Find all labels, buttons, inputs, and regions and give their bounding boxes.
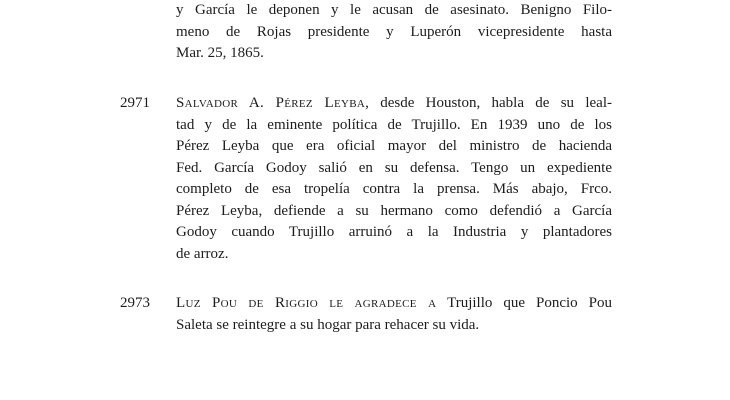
text-line: Fed. García Godoy salió en su defensa. Tengo un expediente bbox=[176, 159, 612, 176]
text-fragment: , desde Houston, habla de su leal- bbox=[365, 95, 612, 111]
entry-text bbox=[176, 93, 612, 265]
entry-text bbox=[176, 293, 612, 336]
text-line: Godoy cuando Trujillo arruinó a la Industria y plantadores bbox=[176, 224, 612, 240]
entry-2973 bbox=[120, 293, 612, 336]
text-line: de arroz. bbox=[176, 245, 229, 262]
text-line: Pérez Leyba que era oficial mayor del ministro de hacienda bbox=[176, 138, 612, 154]
entry-name: Luz Pou de Riggio le agradece a bbox=[176, 295, 437, 311]
text-line bbox=[176, 93, 612, 115]
text-line bbox=[176, 293, 612, 315]
text-line: meno de Rojas presidente y Luperón vicepresidente hasta bbox=[176, 23, 612, 40]
entry-number: 2973 bbox=[120, 295, 150, 311]
text-fragment: Trujillo que Poncio Pou bbox=[436, 295, 612, 311]
continued-paragraph bbox=[176, 0, 612, 65]
text-line: y García le deponen y le acusan de asesinato. Benigno Filo- bbox=[176, 2, 612, 18]
entry-number: 2971 bbox=[120, 95, 150, 111]
entry-name: Salvador A. Pérez Leyba bbox=[176, 95, 366, 111]
text-line: Mar. 25, 1865. bbox=[176, 45, 264, 61]
text-line: Pérez Leyba, defiende a su hermano como defendió a García bbox=[176, 202, 612, 219]
text-line: tad y de la eminente política de Trujillo. En 1939 uno de los bbox=[176, 116, 612, 133]
entry-2971 bbox=[120, 93, 612, 265]
text-line: Saleta se reintegre a su hogar para rehacer su vida. bbox=[176, 316, 480, 333]
text-line: completo de esa tropelía contra la prensa. Más abajo, Frco. bbox=[176, 181, 612, 197]
